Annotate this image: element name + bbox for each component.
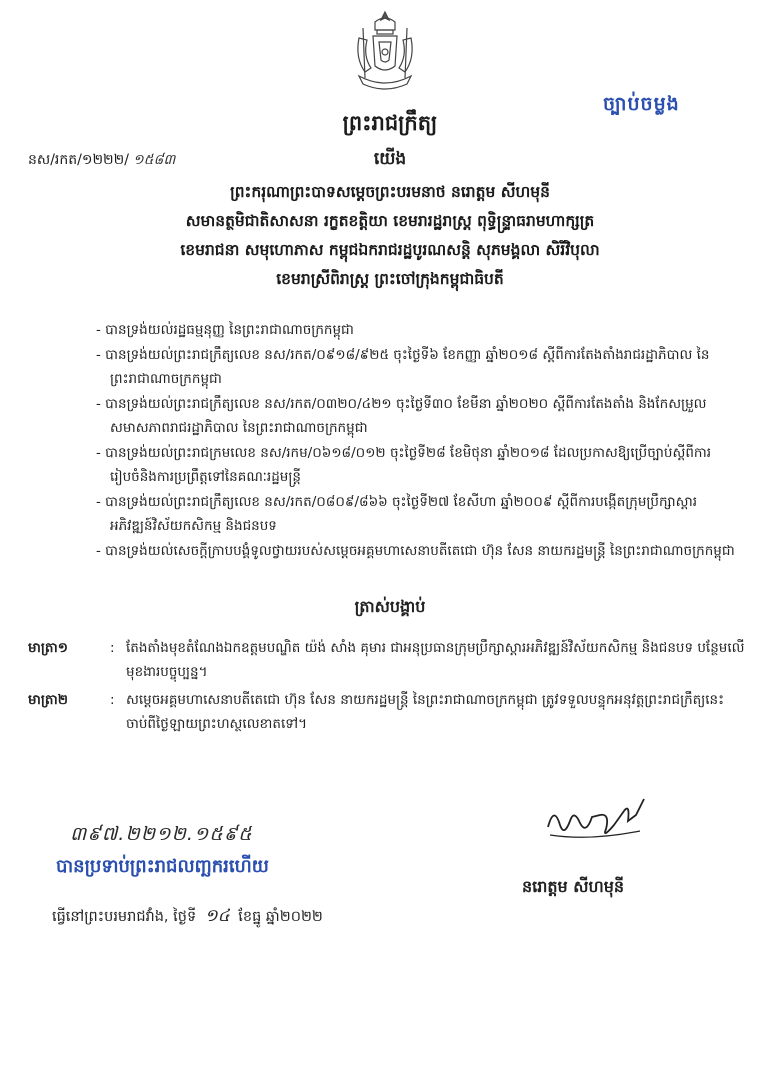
article-colon: : xyxy=(110,692,115,708)
article-2 xyxy=(28,688,748,736)
decree-title: ព្រះរាជក្រឹត្យ xyxy=(342,111,438,135)
we-heading: យើង xyxy=(373,149,407,169)
royal-title-line: ខេមរាស្រីពិរាស្ត្រ ព្រះចៅក្រុងកម្ពុជាធិបតី xyxy=(276,270,504,288)
handwritten-reference: ៣៩៧.២២១២.១៥៩៥ xyxy=(70,823,253,845)
seal-stamp: បានប្រទាប់ព្រះរាជលញ្ឆករហើយ xyxy=(56,856,269,877)
consideration-item: - បានទ្រង់យល់ព្រះរាជក្រឹត្យលេខ នស/រកត/០៩១៨/៩២៥ ចុះថ្ងៃទី៦ ខែកញ្ញា ឆ្នាំ២០១៨ ស្តីពីការតែងតាំងរាជរដ្ឋាភិបាល នៃព្រះរាជាណាចក្រកម្ពុជា xyxy=(96,346,710,387)
reference-handwritten: ១៥៨៣ xyxy=(132,152,176,168)
article-label: មាត្រា១ xyxy=(28,640,68,656)
article-text: តែងតាំងមុខតំណែងឯកឧត្តមបណ្ឌិត យ៉ង់ សាំង គុមារ ជាអនុប្រធានក្រុមប្រឹក្សាស្តារអភិវឌ្ឍន៍វិស័យកសិកម្ម និងជនបទ បន្ថែមលើមុខងារបច្ចុប្បន្ន។ xyxy=(126,640,745,680)
royal-title-line: ខេមរាជនា សមុហោភាស កម្ពុជឯករាជរដ្ឋបូរណសន្តិ សុភមង្គលា សិរីវិបុលា xyxy=(180,241,600,259)
done-month: ខែធ្នូ ឆ្នាំ២០២២ xyxy=(238,909,323,925)
consideration-item: - បានទ្រង់យល់រដ្ឋធម្មនុញ្ញ នៃព្រះរាជាណាចក្រកម្ពុជា xyxy=(96,322,354,338)
article-text: សម្តេចអគ្គមហាសេនាបតីតេជោ ហ៊ុន សែន នាយករដ្ឋមន្ត្រី នៃព្រះរាជាណាចក្រកម្ពុជា ត្រូវទទួលបន្ទុកអនុវត្តព្រះរាជក្រឹត្យនេះ ចាប់ពីថ្ងៃឡាយព្រះហស្ថលេខាតទៅ។ xyxy=(126,692,725,732)
consideration-item: - បានទ្រង់យល់ព្រះរាជក្រឹត្យលេខ នស/រកត/០៨០៩/៨៦៦ ចុះថ្ងៃទី២៧ ខែសីហា ឆ្នាំ២០០៩ ស្តីពីការបង្កើតក្រុមប្រឹក្សាស្តារអភិវឌ្ឍន៍វិស័យកសិកម្ម និងជនបទ xyxy=(96,493,698,534)
considerations-list xyxy=(96,318,736,563)
article-1 xyxy=(28,636,748,684)
royal-title-line: សមានត្ថមិជាតិសាសនា រក្ខតខត្តិយា ខេមរារដ្ឋរាស្ត្រ ពុទ្ធិន្រ្ទាធរាមហាក្សត្រ xyxy=(185,212,595,230)
article-colon: : xyxy=(110,640,115,656)
royal-signature xyxy=(540,785,650,845)
order-heading: ត្រាស់បង្គាប់ xyxy=(354,597,426,616)
done-prefix: ធ្វើនៅព្រះបរមរាជវាំង, ថ្ងៃទី xyxy=(52,909,197,925)
royal-title-line: ព្រះករុណាព្រះបាទសម្តេចព្រះបរមនាថ នរោត្តម សីហមុនី xyxy=(230,183,550,201)
consideration-item: - បានទ្រង់យល់សេចក្តីក្រាបបង្គំទូលថ្វាយរបស់សម្តេចអគ្គមហាសេនាបតីតេជោ ហ៊ុន សែន នាយករដ្ឋមន្ត្រី នៃព្រះរាជាណាចក្រកម្ពុជា xyxy=(96,542,735,559)
consideration-item: - បានទ្រង់យល់ព្រះរាជក្រឹត្យលេខ នស/រកត/០៣២០/៤២១ ចុះថ្ងៃទី៣០ ខែមីនា ឆ្នាំ២០២០ ស្តីពីការតែងតាំង និងកែសម្រួលសមាសភាពរាជរដ្ឋាភិបាល នៃព្រះរាជាណាចក្រកម្ពុជា xyxy=(96,395,707,436)
royal-titles xyxy=(0,178,780,294)
reference-prefix: នស/រកត/១២២២/ xyxy=(28,152,129,168)
copy-stamp: ច្បាប់ចម្លង xyxy=(603,93,680,115)
signer-name: នរោត្តម សីហមុនី xyxy=(522,877,625,896)
royal-coat-of-arms-icon xyxy=(345,8,425,96)
done-at-line xyxy=(52,905,327,930)
article-label: មាត្រា២ xyxy=(28,692,68,708)
articles xyxy=(28,636,748,740)
done-day: ១៤ xyxy=(204,906,230,926)
consideration-item: - បានទ្រង់យល់ព្រះរាជក្រមលេខ នស/រកម/០៦១៨/០១២ ចុះថ្ងៃទី២៨ ខែមិថុនា ឆ្នាំ២០១៨ ដែលប្រកាសឱ្យប្រើច្បាប់ស្តីពីការរៀបចំនិងការប្រព្រឹត្តទៅនៃគណៈរដ្ឋមន្ត្រី xyxy=(96,444,712,485)
